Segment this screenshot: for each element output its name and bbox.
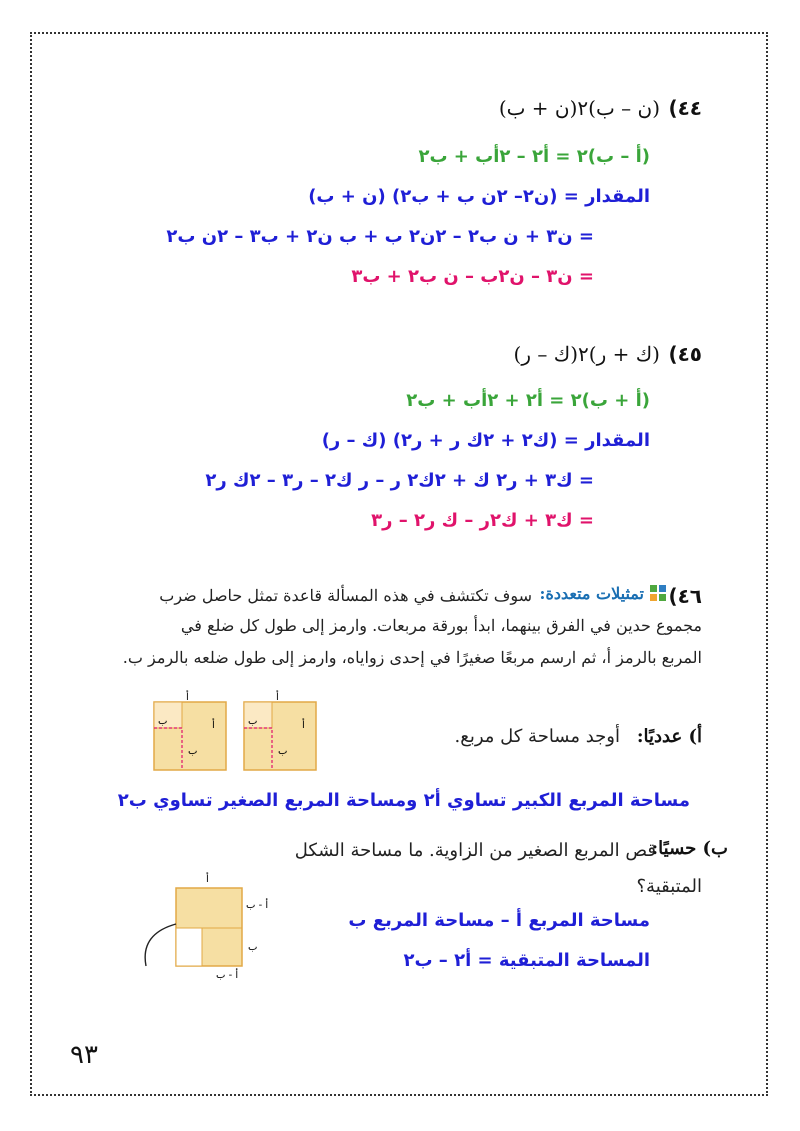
question-44-problem: (ن – ب)٢(ن + ب) bbox=[498, 96, 660, 120]
question-45-step2: = ك٣ + ر٢ ك + ٢ك٢ ر – ر ك٢ – ر٣ – ٢ك ر٢ bbox=[205, 470, 594, 491]
question-46-text-line3: المربع بالرمز أ، ثم ارسم مربعًا صغيرًا في إحدى زواياه، وارمز إلى طول ضلعه بالرمز ب. bbox=[122, 648, 702, 667]
question-46-number: ٤٦) bbox=[668, 584, 702, 608]
question-44-identity: (أ – ب)٢ = أ٢ – ٢أب + ب٢ bbox=[418, 146, 650, 167]
page-number: ٩٣ bbox=[70, 1040, 98, 1070]
fig-b-a-minus-b-right: أ - ب bbox=[246, 900, 269, 911]
fig-b-label-1: ب bbox=[158, 716, 168, 727]
fig-b-label-2: ب bbox=[188, 746, 198, 757]
question-45-result: = ك٣ + ك٢ر – ك ر٢ – ر٣ bbox=[371, 510, 594, 531]
fig-b-label-4: ب bbox=[278, 746, 288, 757]
part-b-text1: قص المربع الصغير من الزاوية. ما مساحة الشكل bbox=[294, 840, 656, 861]
fig-a-label-1: أ bbox=[186, 692, 189, 703]
question-45-step1: المقدار = (ك٢ + ٢ك ر + ر٢) (ك – ر) bbox=[321, 430, 650, 451]
puzzle-icon bbox=[649, 584, 667, 602]
part-b-answer1: مساحة المربع أ – مساحة المربع ب bbox=[348, 910, 650, 931]
question-46-text-line1: سوف تكتشف في هذه المسألة قاعدة تمثل حاصل ضرب bbox=[159, 586, 532, 605]
fig-b-top-a: أ bbox=[206, 874, 209, 885]
part-b-label: ب) حسيًا: bbox=[651, 838, 728, 859]
fig-a-label-3: أ bbox=[276, 692, 279, 703]
question-44-step2: = ن٣ + ن ب٢ – ٢ن٢ ب + ب ن٢ + ب٣ – ٢ن ب٢ bbox=[166, 226, 594, 247]
part-a-text: أوجد مساحة كل مربع. bbox=[454, 726, 620, 747]
question-46-title: تمثيلات متعددة: bbox=[539, 584, 644, 603]
fig-a-label-2: أ bbox=[212, 720, 215, 731]
part-b-text2: المتبقية؟ bbox=[636, 876, 702, 897]
fig-b-b-right: ب bbox=[248, 942, 258, 953]
question-45-identity: (أ + ب)٢ = أ٢ + ٢أب + ب٢ bbox=[406, 390, 650, 411]
question-44-step1: المقدار = (ن٢– ٢ن ب + ب٢) (ن + ب) bbox=[308, 186, 650, 207]
question-44-number: ٤٤) bbox=[668, 96, 702, 120]
part-a-label: أ) عدديًا: bbox=[636, 726, 702, 747]
question-45-number: ٤٥) bbox=[668, 342, 702, 366]
question-45-problem: (ك + ر)٢(ك – ر) bbox=[513, 342, 660, 366]
squares-figure bbox=[152, 692, 372, 776]
part-a-answer: مساحة المربع الكبير تساوي أ٢ ومساحة المربع الصغير تساوي ب٢ bbox=[117, 790, 690, 811]
question-46-text-line2: مجموع حدين في الفرق بينهما، ابدأ بورقة مربعات. وارمز إلى طول كل ضلع في bbox=[180, 616, 702, 635]
part-b-answer2: المساحة المتبقية = أ٢ – ب٢ bbox=[403, 950, 650, 971]
fig-a-label-4: أ bbox=[302, 720, 305, 731]
question-44-result: = ن٣ – ن٢ب – ن ب٢ + ب٣ bbox=[351, 266, 594, 287]
fig-b-label-3: ب bbox=[248, 716, 258, 727]
fig-b-a-minus-b-bottom: أ - ب bbox=[216, 970, 239, 981]
cut-square-figure bbox=[140, 874, 280, 988]
